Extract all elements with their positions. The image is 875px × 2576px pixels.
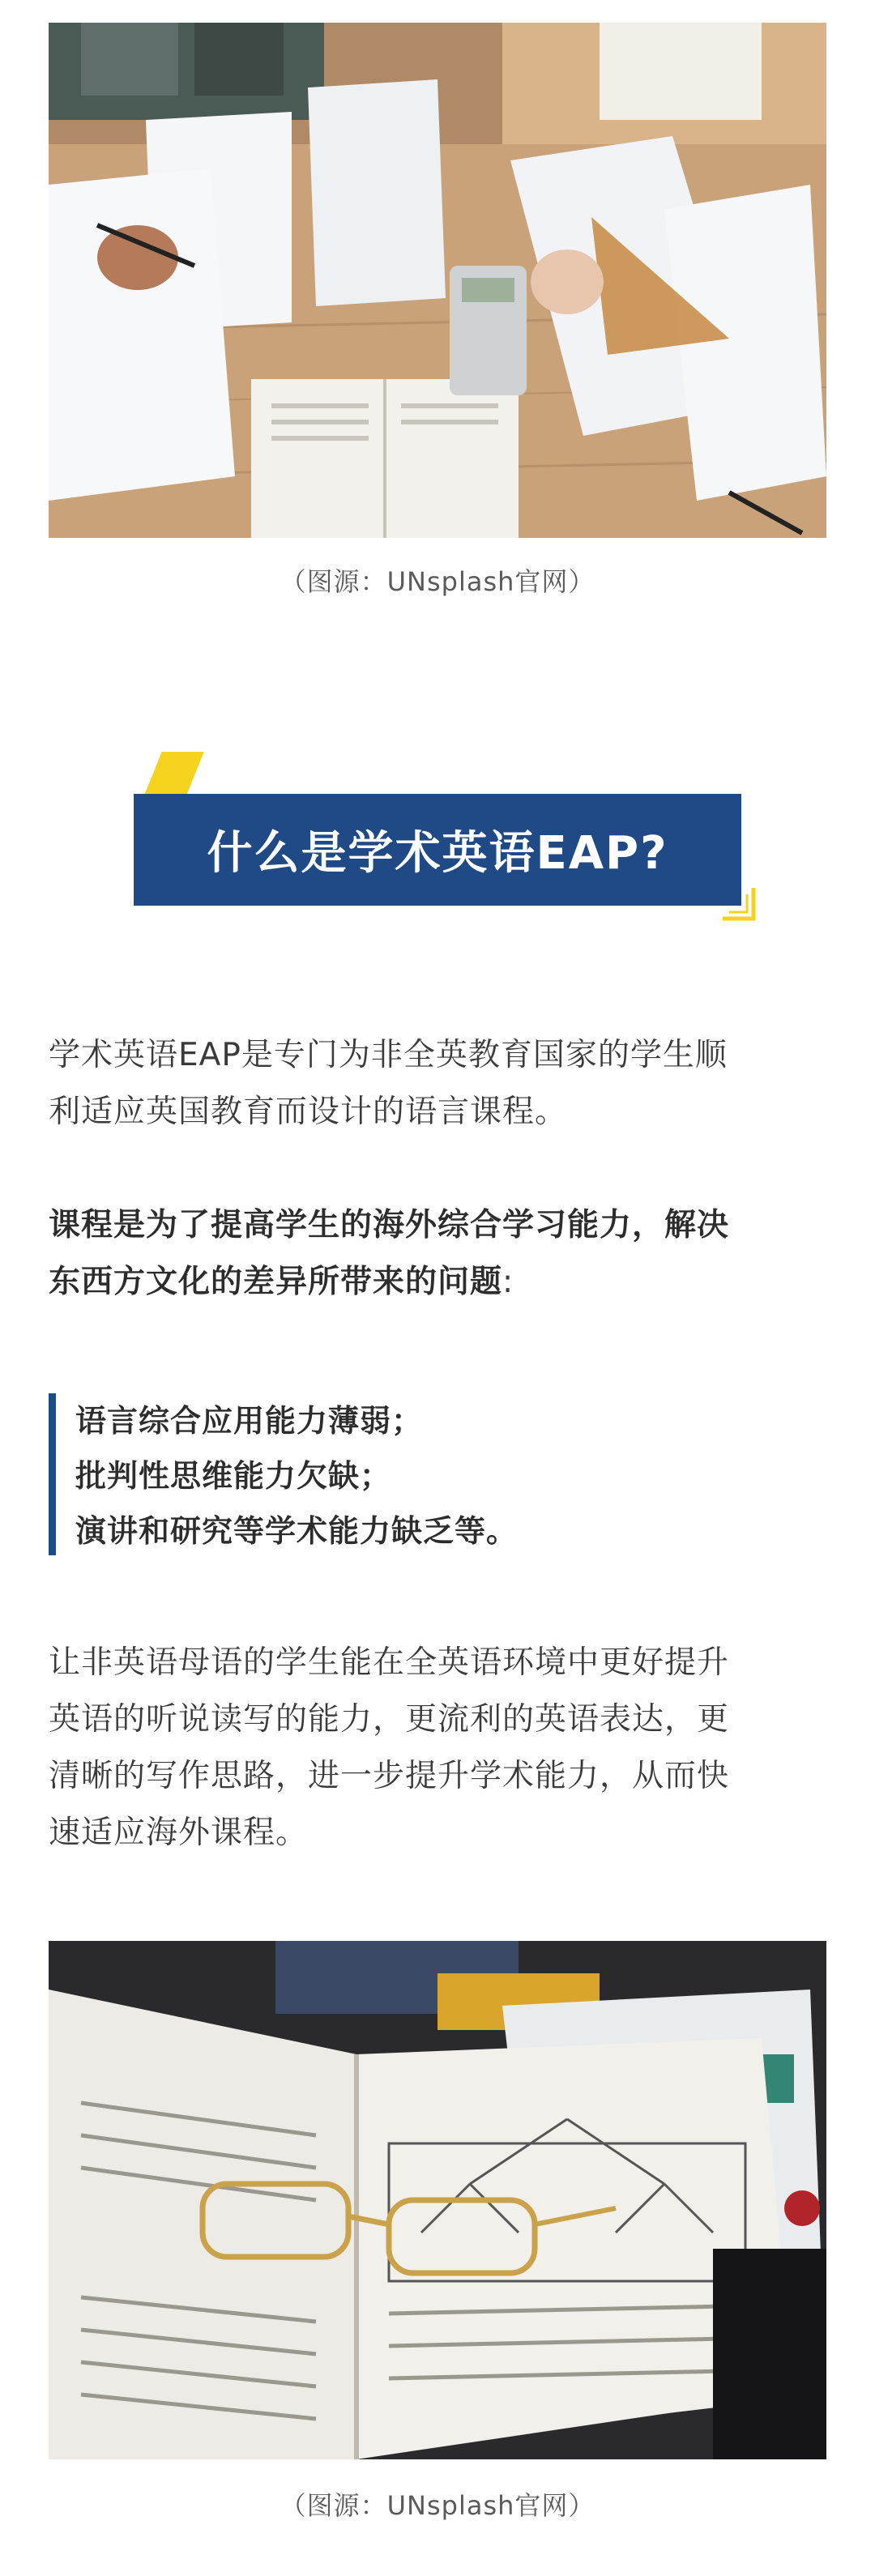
- purpose-line: 东西方文化的差异所带来的问题: [49, 1264, 503, 1300]
- conclusion-line: 英语的听说读写的能力，更流利的英语表达，更: [49, 1701, 730, 1738]
- corner-bracket-icon: [719, 885, 758, 923]
- image-caption: （图源：UNsplash官网）: [280, 2490, 595, 2521]
- image-caption: （图源：UNsplash官网）: [280, 566, 595, 597]
- intro-paragraph: [49, 1027, 826, 1141]
- conclusion-paragraph: [49, 1635, 826, 1862]
- quote-item: 批判性思维能力欠缺；: [75, 1458, 392, 1494]
- section-title: 什么是学术英语EAP?: [134, 794, 741, 906]
- purpose-line: 课程是为了提高学生的海外综合学习能力，解决: [49, 1207, 730, 1243]
- quote-item: 演讲和研究等学术能力缺乏等。: [75, 1513, 519, 1549]
- quote-block: [49, 1393, 826, 1555]
- photo-students-studying-icon: [49, 23, 826, 538]
- top-photo: [49, 23, 826, 538]
- intro-line: 学术英语EAP是专门为非全英教育国家的学生顺: [49, 1037, 728, 1073]
- quote-item: 语言综合应用能力薄弱；: [75, 1403, 424, 1439]
- intro-line: 利适应英国教育而设计的语言课程。: [49, 1094, 568, 1130]
- purpose-paragraph: [49, 1197, 826, 1311]
- conclusion-line: 清晰的写作思路，进一步提升学术能力，从而快: [49, 1758, 730, 1794]
- conclusion-line: 速适应海外课程。: [49, 1815, 309, 1851]
- photo-open-book-glasses-icon: [49, 1941, 826, 2459]
- conclusion-line: 让非英语母语的学生能在全英语环境中更好提升: [49, 1644, 730, 1681]
- purpose-suffix: :: [502, 1264, 514, 1300]
- bottom-photo: [49, 1941, 826, 2459]
